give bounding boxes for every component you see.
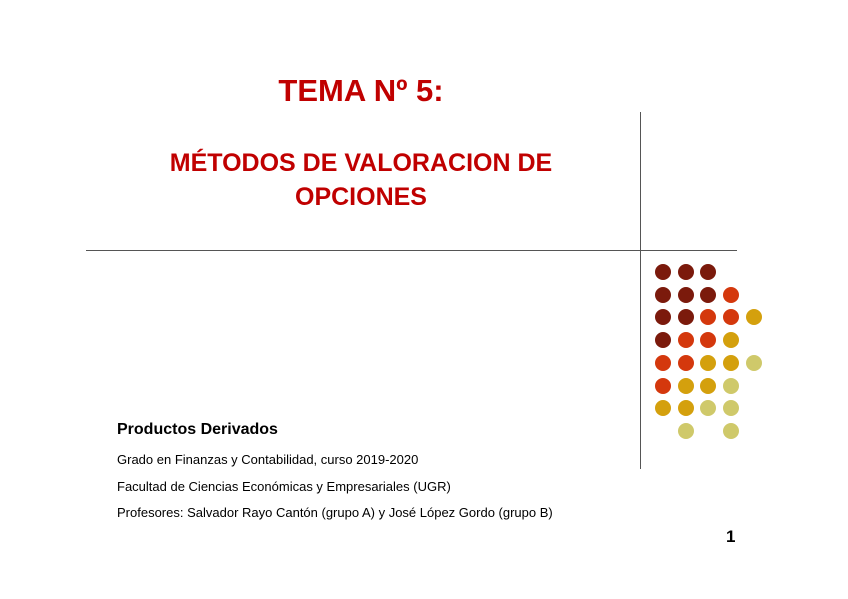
dot-red <box>678 355 694 371</box>
dot-maroon <box>655 264 671 280</box>
subtitle-line-2: OPCIONES <box>295 183 427 211</box>
dot-khaki <box>700 400 716 416</box>
dot-maroon <box>655 332 671 348</box>
dot-red <box>678 332 694 348</box>
dot-maroon <box>700 287 716 303</box>
dot-red <box>723 287 739 303</box>
dot-khaki <box>746 355 762 371</box>
vertical-divider <box>640 112 641 469</box>
dot-maroon <box>678 309 694 325</box>
dot-khaki <box>723 378 739 394</box>
dot-maroon <box>700 264 716 280</box>
faculty-info: Facultad de Ciencias Económicas y Empresariales (UGR) <box>117 479 451 494</box>
dot-gold <box>678 400 694 416</box>
dot-red <box>700 309 716 325</box>
dot-gold <box>655 400 671 416</box>
dot-maroon <box>655 287 671 303</box>
dot-khaki <box>723 423 739 439</box>
dot-gold <box>723 332 739 348</box>
dot-gold <box>678 378 694 394</box>
dot-khaki <box>678 423 694 439</box>
dot-red <box>723 309 739 325</box>
dot-red <box>655 355 671 371</box>
dot-red <box>655 378 671 394</box>
dot-khaki <box>723 400 739 416</box>
dot-gold <box>723 355 739 371</box>
dot-gold <box>746 309 762 325</box>
page-number: 1 <box>726 527 736 546</box>
dot-red <box>700 332 716 348</box>
dot-maroon <box>655 309 671 325</box>
subtitle-line-1: MÉTODOS DE VALORACION DE <box>169 149 553 177</box>
course-name: Productos Derivados <box>117 421 278 438</box>
professors-info: Profesores: Salvador Rayo Cantón (grupo A) y José López Gordo (grupo B) <box>117 505 553 520</box>
degree-info: Grado en Finanzas y Contabilidad, curso 2019-2020 <box>117 452 419 467</box>
dot-maroon <box>678 287 694 303</box>
dot-gold <box>700 378 716 394</box>
slide-subtitle <box>111 146 611 214</box>
dot-maroon <box>678 264 694 280</box>
dot-gold <box>700 355 716 371</box>
slide-title: TEMA Nº 5: <box>278 73 444 108</box>
